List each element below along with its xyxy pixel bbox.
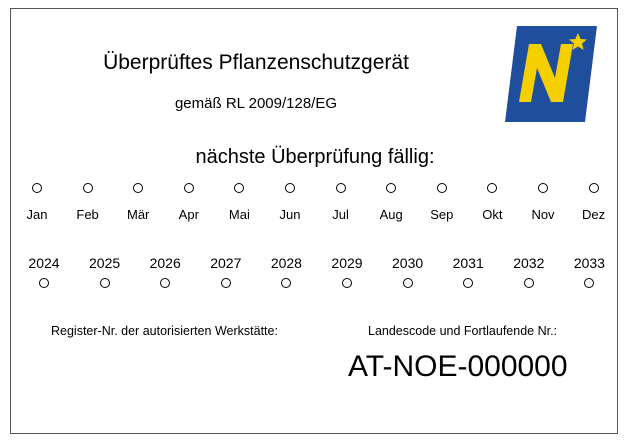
label-subtitle: gemäß RL 2009/128/EG [174, 95, 338, 112]
year-label: 2030 [392, 255, 424, 271]
year-checkbox[interactable] [39, 278, 49, 288]
year-label: 2032 [513, 255, 545, 271]
month-label: Mai [228, 207, 250, 222]
year-option [256, 255, 316, 293]
year-option [75, 255, 135, 293]
country-code-label: Landescode und Fortlaufende Nr.: [368, 324, 558, 338]
month-label: Mär [126, 207, 150, 222]
year-option [317, 255, 377, 293]
month-checkbox[interactable] [336, 183, 346, 193]
month-checkbox[interactable] [487, 183, 497, 193]
year-label: 2029 [331, 255, 363, 271]
year-label: 2026 [149, 255, 181, 271]
year-checkbox[interactable] [403, 278, 413, 288]
register-number-label: Register-Nr. der autorisierten Werkstätte: [51, 324, 278, 338]
year-checkbox[interactable] [160, 278, 170, 288]
year-option [378, 255, 438, 293]
noe-logo-icon [505, 26, 597, 122]
month-label: Okt [482, 207, 503, 222]
month-checkbox[interactable] [285, 183, 295, 193]
year-label: 2027 [210, 255, 242, 271]
month-checkbox[interactable] [32, 183, 42, 193]
year-option [135, 255, 195, 293]
month-label: Jan [26, 207, 48, 222]
month-label: Apr [178, 207, 199, 222]
year-label: 2033 [573, 255, 605, 271]
next-inspection-heading: nächste Überprüfung fällig: [195, 146, 435, 168]
year-checkbox[interactable] [524, 278, 534, 288]
month-label: Jun [279, 207, 301, 222]
month-option [564, 180, 624, 222]
month-checkbox[interactable] [386, 183, 396, 193]
year-checkbox[interactable] [463, 278, 473, 288]
year-checkbox[interactable] [584, 278, 594, 288]
year-option [499, 255, 559, 293]
year-checkbox[interactable] [281, 278, 291, 288]
year-label: 2024 [28, 255, 60, 271]
month-label: Sep [430, 207, 454, 222]
year-checkbox[interactable] [342, 278, 352, 288]
year-option [559, 255, 619, 293]
month-checkbox[interactable] [589, 183, 599, 193]
month-checkbox[interactable] [538, 183, 548, 193]
year-option [14, 255, 74, 293]
month-label: Feb [76, 207, 99, 222]
month-checkbox[interactable] [133, 183, 143, 193]
month-label: Jul [332, 207, 349, 222]
month-checkbox[interactable] [184, 183, 194, 193]
year-option [196, 255, 256, 293]
year-label: 2028 [270, 255, 302, 271]
label-title: Überprüftes Pflanzenschutzgerät [103, 51, 409, 74]
month-label: Dez [582, 207, 606, 222]
year-label: 2031 [452, 255, 484, 271]
month-checkbox[interactable] [437, 183, 447, 193]
year-checkbox[interactable] [100, 278, 110, 288]
year-option [438, 255, 498, 293]
year-checkbox[interactable] [221, 278, 231, 288]
month-checkbox[interactable] [83, 183, 93, 193]
year-label: 2025 [89, 255, 121, 271]
month-checkbox[interactable] [234, 183, 244, 193]
country-code-value: AT-NOE-000000 [348, 350, 568, 383]
month-label: Nov [531, 207, 555, 222]
month-label: Aug [379, 207, 403, 222]
